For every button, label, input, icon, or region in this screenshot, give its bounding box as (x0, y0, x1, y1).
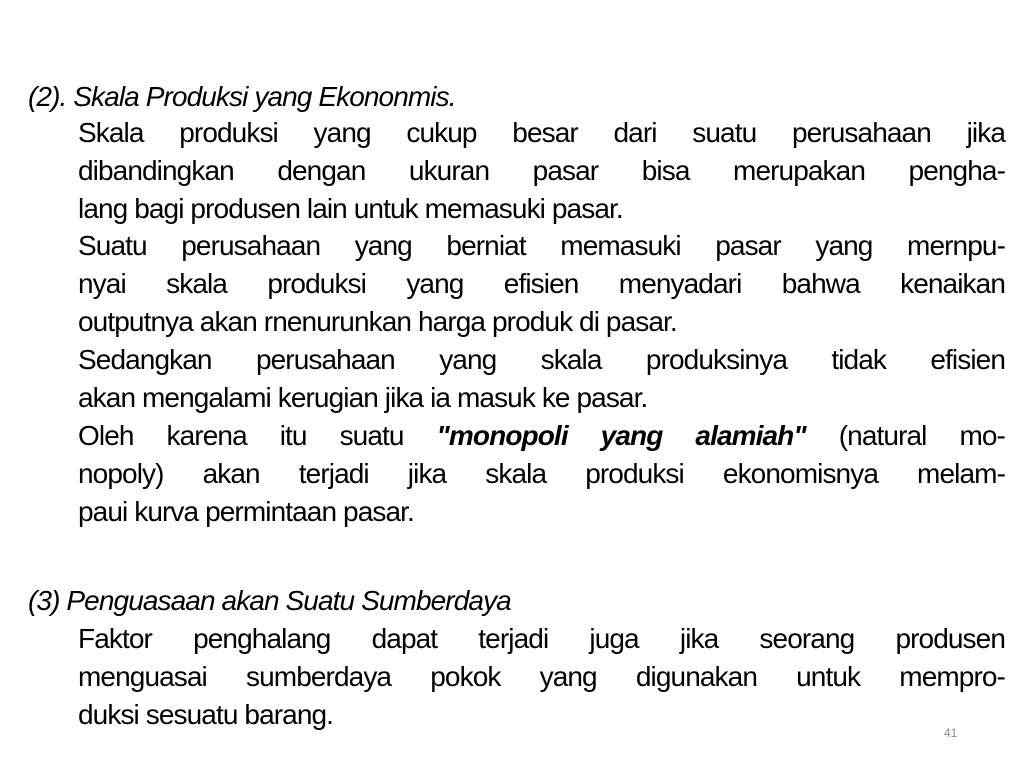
paragraph-skala-produksi (78, 114, 1005, 228)
paragraph-line: dibandingkan dengan ukuran pasar bisa merupakan pengha- (78, 155, 1005, 186)
paragraph-line: Faktor penghalang dapat terjadi juga jika seorang produsen (78, 623, 1005, 654)
paragraph-line: duksi sesuatu barang. (78, 699, 334, 730)
section-heading-2: (2). Skala Produksi yang Ekononmis. (28, 81, 456, 112)
emphasis-monopoli-alamiah: "monopoli yang alamiah" (436, 420, 806, 451)
line-text: Oleh karena itu suatu (78, 420, 437, 451)
paragraph-line: paui kurva permintaan pasar. (78, 496, 414, 527)
paragraph-line: menguasai sumberdaya pokok yang digunakan untuk mempro- (78, 661, 1005, 692)
paragraph-faktor-penghalang (78, 620, 1005, 734)
paragraph-tidak-efisien (78, 341, 1005, 417)
paragraph-line: Skala produksi yang cukup besar dari suatu perusahaan jika (78, 117, 1005, 148)
line-text: (natural mo- (805, 420, 1005, 451)
paragraph-line: lang bagi produsen lain untuk memasuki pasar. (78, 193, 623, 224)
paragraph-monopoli-alamiah (78, 417, 1005, 531)
paragraph-line: Sedangkan perusahaan yang skala produksinya tidak efisien (78, 344, 1005, 375)
paragraph-line: akan mengalami kerugian jika ia masuk ke pasar. (78, 382, 648, 413)
page-number: 41 (944, 726, 958, 740)
section-heading-3: (3) Penguasaan akan Suatu Sumberdaya (28, 585, 511, 616)
paragraph-line: Suatu perusahaan yang berniat memasuki pasar yang mernpu- (78, 230, 1005, 261)
paragraph-line: outputnya akan rnenurunkan harga produk di pasar. (78, 306, 677, 337)
paragraph-line: nyai skala produksi yang efisien menyadari bahwa kenaikan (78, 268, 1005, 299)
paragraph-perusahaan-berniat (78, 227, 1005, 341)
paragraph-line: nopoly) akan terjadi jika skala produksi ekonomisnya melam- (78, 458, 1005, 489)
paragraph-line (78, 417, 1005, 455)
